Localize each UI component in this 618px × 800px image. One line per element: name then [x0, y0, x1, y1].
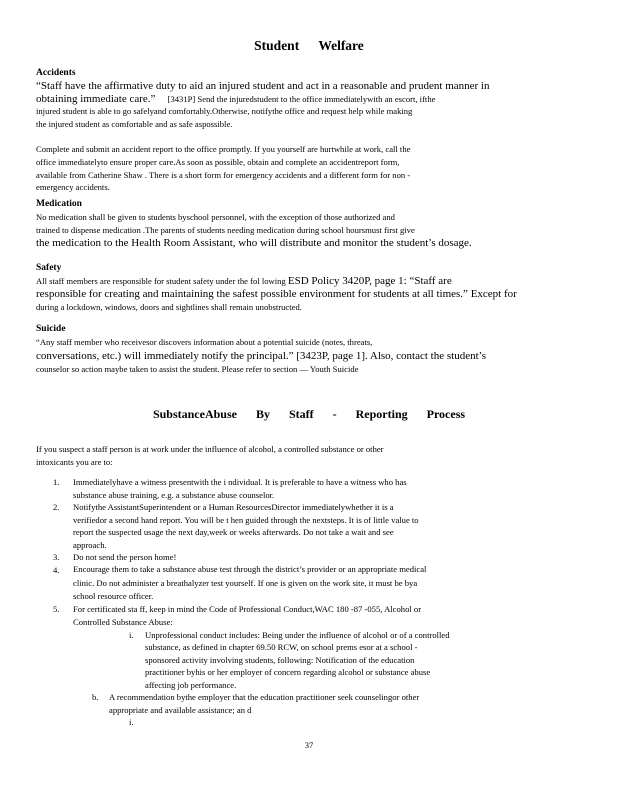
accidents-line-2	[36, 93, 435, 105]
list-item-3-number: 3.	[53, 552, 60, 562]
page-title: Student Welfare	[254, 38, 364, 53]
safety-line-1	[36, 275, 452, 287]
list-item-2-line-4: approach.	[73, 540, 107, 550]
list-item-5-number: 5.	[53, 604, 60, 614]
suicide-heading: Suicide	[36, 324, 66, 334]
safety-line-3: during a lockdown, windows, doors and sightlines shall remain unobstructed.	[36, 302, 302, 312]
suicide-line-2: conversations, etc.) will immediately notify the principal.” [3423P, page 1]. Also, contact the student’s	[36, 350, 486, 362]
accidents-p2-line-4: emergency accidents.	[36, 182, 110, 192]
sub-item-i-line-2: substance, as defined in chapter 69.50 RCW, on school prems esor at a school -	[145, 642, 418, 652]
list-item-1-number: 1.	[53, 477, 60, 487]
list-item-2-line-3: report the suspected usage the next day,week or weeks afterwards. Do not take a wait and see	[73, 527, 394, 537]
list-item-1-line-2: substance abuse training, e.g. a substance abuse counselor.	[73, 490, 275, 500]
accidents-line-3: injured student is able to go safelyand comfortably.Otherwise, notifythe office and request help while making	[36, 106, 413, 116]
sub-item-i-label: i.	[129, 630, 134, 640]
substance-intro-line-2: intoxicants you are to:	[36, 457, 113, 467]
substance-intro-line-1: If you suspect a staff person is at work under the influence of alcohol, a controlled substance or other	[36, 444, 384, 454]
safety-line-1-text: All staff members are responsible for student safety under the fol lowing	[36, 276, 286, 286]
list-item-2-line-1: Notifythe AssistantSuperintendent or a Human ResourcesDirector immediatelywhether it is a	[73, 502, 394, 512]
medication-heading: Medication	[36, 199, 82, 209]
sub-item-b-line-2: appropriate and available assistance; an d	[109, 705, 252, 715]
list-item-5-line-2: Controlled Substance Abuse:	[73, 617, 173, 627]
list-item-1-line-1: Immediatelyhave a witness presentwith the i ndividual. It is preferable to have a witness who has	[73, 477, 407, 487]
suicide-line-3: counselor so action maybe taken to assist the student. Please refer to section — Youth Suicide	[36, 364, 359, 374]
list-item-4-line-2: clinic. Do not administer a breathalyzer test yourself. If one is given on the work site, it must be bya	[73, 578, 418, 588]
sub-item-i-line-4: practitioner byhis or her employer of concern regarding alcohol or substance abuse	[145, 667, 431, 677]
accidents-line-2-rest: [3431P] Send the injuredstudent to the office immediatelywith an escort, ifthe	[167, 94, 436, 104]
accidents-p2-line-2: office immediatelyto ensure proper care.As soon as possible, obtain and complete an accidentreport form,	[36, 157, 400, 167]
safety-line-1-policy: ESD Policy 3420P, page 1: “Staff are	[287, 275, 452, 287]
sub-item-i-line-1: Unprofessional conduct includes: Being under the influence of alcohol or of a controlled	[145, 630, 450, 640]
medication-line-3: the medication to the Health Room Assistant, who will distribute and monitor the student’s dosage.	[36, 237, 472, 249]
accidents-line-4: the injured student as comfortable and as safe aspossible.	[36, 119, 233, 129]
accidents-p2-line-1: Complete and submit an accident report to the office promptly. If you yourself are hurtwhile at work, call the	[36, 144, 411, 154]
sub-item-b-trailing: i.	[129, 717, 134, 727]
accidents-line-2-quote: obtaining immediate care.”	[36, 93, 156, 105]
safety-line-2: responsible for creating and maintaining the safest possible environment for students at all times.” Except for	[36, 288, 517, 300]
page-number: 37	[304, 740, 314, 750]
list-item-5-line-1: For certificated sta ff, keep in mind the Code of Professional Conduct,WAC 180 -87 -055, Alcohol or	[73, 604, 422, 614]
list-item-2-line-2: verifiedor a second hand report. You will be t hen guided through the nextsteps. It is of little value to	[73, 515, 419, 525]
sub-item-i-line-5: affecting job performance.	[145, 680, 237, 690]
list-item-4-line-1: Encourage them to take a substance abuse test through the district’s provider or an appropriate medical	[73, 564, 427, 574]
accidents-line-1: “Staff have the affirmative duty to aid an injured student and act in a reasonable and prudent manner in	[36, 80, 490, 92]
list-item-4-line-3: school resource officer.	[73, 591, 154, 601]
suicide-line-1: “Any staff member who receivesor discovers information about a potential suicide (notes, threats,	[36, 337, 373, 347]
list-item-2-number: 2.	[53, 502, 60, 512]
list-item-4-number: 4.	[53, 565, 60, 575]
sub-item-b-label: b.	[92, 692, 99, 702]
medication-line-2: trained to dispense medication .The parents of students needing medication during school hoursmust first give	[36, 225, 415, 235]
sub-item-i-line-3: sponsored activity involving students, following: Notification of the education	[145, 655, 415, 665]
sub-item-b-line-1: A recommendation bythe employer that the education practitioner seek counselingor other	[109, 692, 420, 702]
medication-line-1: No medication shall be given to students byschool personnel, with the exception of those authorized and	[36, 212, 395, 222]
safety-heading: Safety	[36, 263, 62, 273]
list-item-3-line-1: Do not send the person home!	[73, 552, 177, 562]
substance-abuse-title: SubstanceAbuse By Staff - Reporting Process	[152, 407, 466, 421]
accidents-p2-line-3: available from Catherine Shaw . There is a short form for emergency accidents and a different form for non -	[36, 170, 411, 180]
accidents-heading: Accidents	[36, 68, 76, 78]
